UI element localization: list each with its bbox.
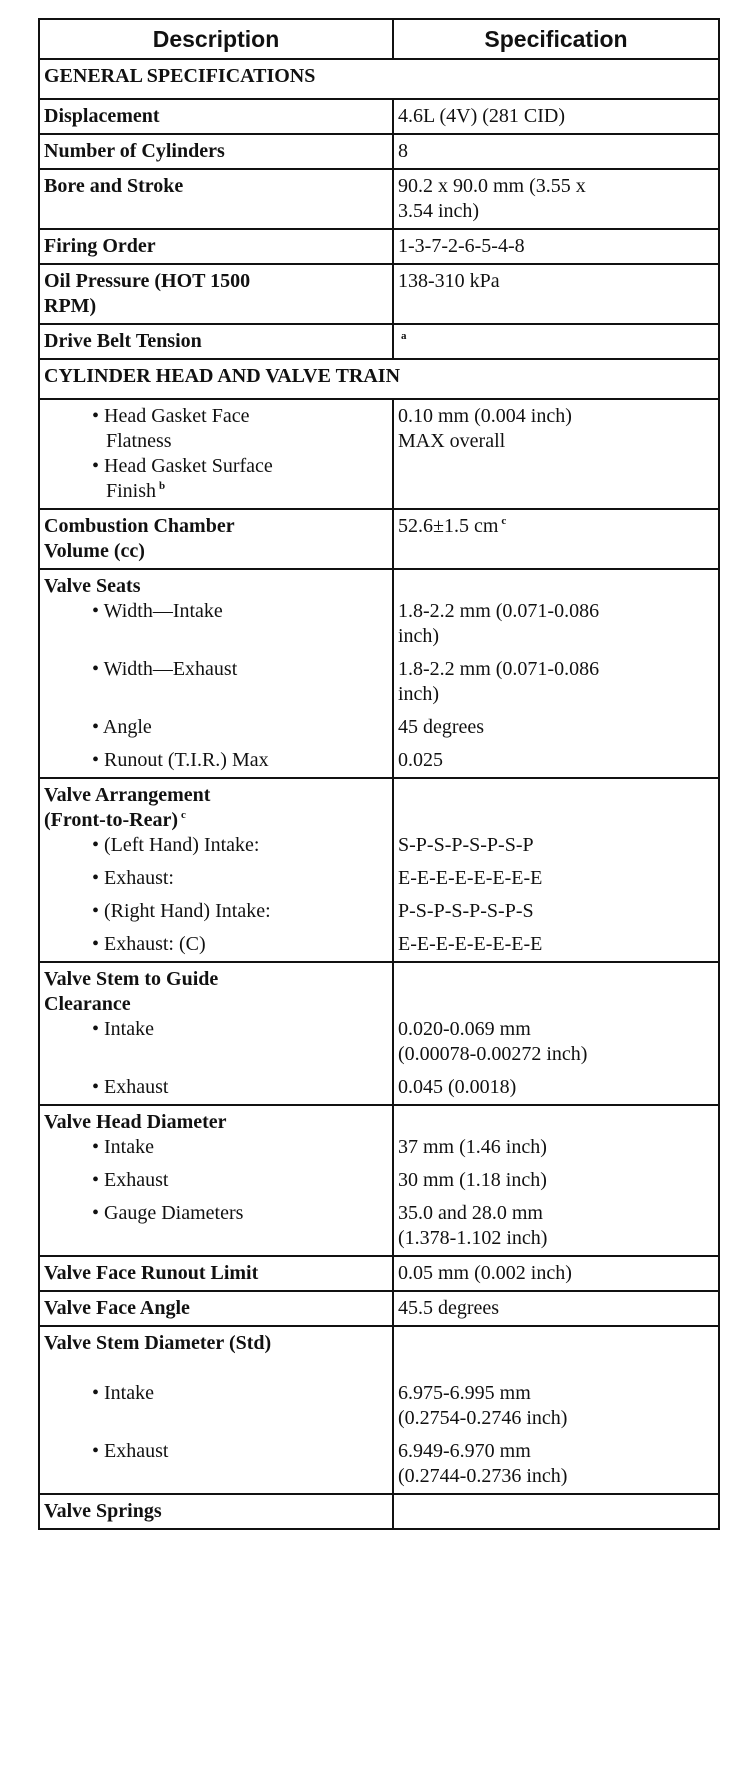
seat-runout-value: 0.025 bbox=[398, 749, 443, 771]
table-row bbox=[39, 99, 719, 134]
bore-stroke-label: Bore and Stroke bbox=[44, 175, 184, 197]
head-diameter-label: Valve Head Diameter bbox=[44, 1111, 227, 1133]
head-diameter-exhaust-value: 30 mm (1.18 inch) bbox=[398, 1169, 547, 1191]
gasket-surface-line1: • Head Gasket Surface bbox=[92, 455, 273, 477]
header-row bbox=[39, 19, 719, 59]
table-row bbox=[39, 1256, 719, 1291]
stem-diameter-exhaust-value-line2: (0.2744-0.2736 inch) bbox=[398, 1465, 568, 1487]
stem-guide-exhaust-value: 0.045 (0.0018) bbox=[398, 1076, 517, 1098]
stem-guide-intake-value-line2: (0.00078-0.00272 inch) bbox=[398, 1043, 588, 1065]
gasket-surface-footnote: b bbox=[159, 480, 166, 493]
stem-diameter-label: Valve Stem Diameter (Std) bbox=[44, 1332, 272, 1354]
face-angle-label: Valve Face Angle bbox=[44, 1297, 190, 1319]
cylinders-label: Number of Cylinders bbox=[44, 140, 225, 162]
drive-belt-footnote: a bbox=[401, 330, 407, 343]
table-row bbox=[39, 264, 719, 324]
gauge-diameter-value-line2: (1.378-1.102 inch) bbox=[398, 1227, 548, 1249]
valve-springs-label: Valve Springs bbox=[44, 1500, 162, 1522]
table-row bbox=[39, 324, 719, 359]
oil-pressure-label-line2: RPM) bbox=[44, 295, 97, 317]
seat-width-exhaust-value-line1: 1.8-2.2 mm (0.071-0.086 bbox=[398, 658, 600, 680]
lh-intake-label: • (Left Hand) Intake: bbox=[92, 834, 260, 856]
combustion-value: 52.6±1.5 cm bbox=[398, 515, 499, 537]
spec-sheet bbox=[38, 18, 718, 1530]
combustion-footnote: c bbox=[501, 515, 507, 528]
bore-stroke-value-line2: 3.54 inch) bbox=[398, 200, 480, 222]
table-row bbox=[39, 1291, 719, 1326]
stem-diameter-exhaust-value-line1: 6.949-6.970 mm bbox=[398, 1440, 531, 1462]
gasket-face-line2: Flatness bbox=[106, 430, 172, 452]
gasket-surface-line2: Finish bbox=[106, 480, 157, 502]
head-diameter-intake-label: • Intake bbox=[92, 1136, 154, 1158]
section-row bbox=[39, 359, 719, 399]
section-general-title: GENERAL SPECIFICATIONS bbox=[39, 59, 719, 99]
drive-belt-label: Drive Belt Tension bbox=[44, 330, 202, 352]
combustion-label-line1: Combustion Chamber bbox=[44, 515, 235, 537]
table-row bbox=[39, 1105, 719, 1256]
seat-width-intake-value-line2: inch) bbox=[398, 625, 440, 647]
table-row bbox=[39, 134, 719, 169]
rh-exhaust-value: E-E-E-E-E-E-E-E bbox=[398, 933, 543, 955]
firing-order-value: 1-3-7-2-6-5-4-8 bbox=[398, 235, 525, 257]
displacement-label: Displacement bbox=[44, 105, 160, 127]
arrangement-label-line1: Valve Arrangement bbox=[44, 784, 211, 806]
gasket-value-line2: MAX overall bbox=[398, 430, 506, 452]
table-row bbox=[39, 229, 719, 264]
gasket-face-line1: • Head Gasket Face bbox=[92, 405, 250, 427]
lh-exhaust-label: • Exhaust: bbox=[92, 867, 174, 889]
table-row bbox=[39, 399, 719, 509]
cylinders-value: 8 bbox=[398, 140, 408, 162]
spec-table bbox=[38, 18, 720, 1530]
displacement-value: 4.6L (4V) (281 CID) bbox=[398, 105, 566, 127]
table-row bbox=[39, 169, 719, 229]
lh-exhaust-value: E-E-E-E-E-E-E-E bbox=[398, 867, 543, 889]
table-row bbox=[39, 962, 719, 1105]
stem-guide-label-line1: Valve Stem to Guide bbox=[44, 968, 219, 990]
firing-order-label: Firing Order bbox=[44, 235, 156, 257]
section-head-title: CYLINDER HEAD AND VALVE TRAIN bbox=[39, 359, 719, 399]
rh-intake-label: • (Right Hand) Intake: bbox=[92, 900, 271, 922]
combustion-label-line2: Volume (cc) bbox=[44, 540, 145, 562]
seat-angle-value: 45 degrees bbox=[398, 716, 485, 738]
oil-pressure-label-line1: Oil Pressure (HOT 1500 bbox=[44, 270, 251, 292]
table-row bbox=[39, 1494, 719, 1529]
gasket-value-line1: 0.10 mm (0.004 inch) bbox=[398, 405, 572, 427]
gauge-diameter-value-line1: 35.0 and 28.0 mm bbox=[398, 1202, 543, 1224]
section-row bbox=[39, 59, 719, 99]
arrangement-label-line2: (Front-to-Rear) bbox=[44, 809, 179, 831]
stem-guide-label-line2: Clearance bbox=[44, 993, 131, 1015]
seat-width-intake-value-line1: 1.8-2.2 mm (0.071-0.086 bbox=[398, 600, 600, 622]
seat-width-exhaust-label: • Width—Exhaust bbox=[92, 658, 238, 680]
stem-guide-intake-label: • Intake bbox=[92, 1018, 154, 1040]
valve-seats-label: Valve Seats bbox=[44, 575, 141, 597]
seat-width-exhaust-value-line2: inch) bbox=[398, 683, 440, 705]
stem-diameter-intake-label: • Intake bbox=[92, 1382, 154, 1404]
face-angle-value: 45.5 degrees bbox=[398, 1297, 500, 1319]
face-runout-value: 0.05 mm (0.002 inch) bbox=[398, 1262, 572, 1284]
column-header-description: Description bbox=[39, 19, 393, 59]
arrangement-footnote: c bbox=[181, 809, 186, 822]
table-row bbox=[39, 569, 719, 778]
rh-intake-value: P-S-P-S-P-S-P-S bbox=[398, 900, 534, 922]
stem-diameter-intake-value-line2: (0.2754-0.2746 inch) bbox=[398, 1407, 568, 1429]
table-row bbox=[39, 1326, 719, 1494]
column-header-specification: Specification bbox=[393, 19, 719, 59]
bore-stroke-value-line1: 90.2 x 90.0 mm (3.55 x bbox=[398, 175, 586, 197]
seat-angle-label: • Angle bbox=[92, 716, 152, 738]
stem-guide-exhaust-label: • Exhaust bbox=[92, 1076, 169, 1098]
gauge-diameter-label: • Gauge Diameters bbox=[92, 1202, 244, 1224]
stem-diameter-exhaust-label: • Exhaust bbox=[92, 1440, 169, 1462]
stem-guide-intake-value-line1: 0.020-0.069 mm bbox=[398, 1018, 531, 1040]
head-diameter-intake-value: 37 mm (1.46 inch) bbox=[398, 1136, 547, 1158]
stem-diameter-intake-value-line1: 6.975-6.995 mm bbox=[398, 1382, 531, 1404]
rh-exhaust-label: • Exhaust: (C) bbox=[92, 933, 206, 955]
seat-width-intake-label: • Width—Intake bbox=[92, 600, 223, 622]
lh-intake-value: S-P-S-P-S-P-S-P bbox=[398, 834, 534, 856]
seat-runout-label: • Runout (T.I.R.) Max bbox=[92, 749, 269, 771]
face-runout-label: Valve Face Runout Limit bbox=[44, 1262, 259, 1284]
table-row bbox=[39, 778, 719, 962]
head-diameter-exhaust-label: • Exhaust bbox=[92, 1169, 169, 1191]
oil-pressure-value: 138-310 kPa bbox=[398, 270, 500, 292]
table-row bbox=[39, 509, 719, 569]
